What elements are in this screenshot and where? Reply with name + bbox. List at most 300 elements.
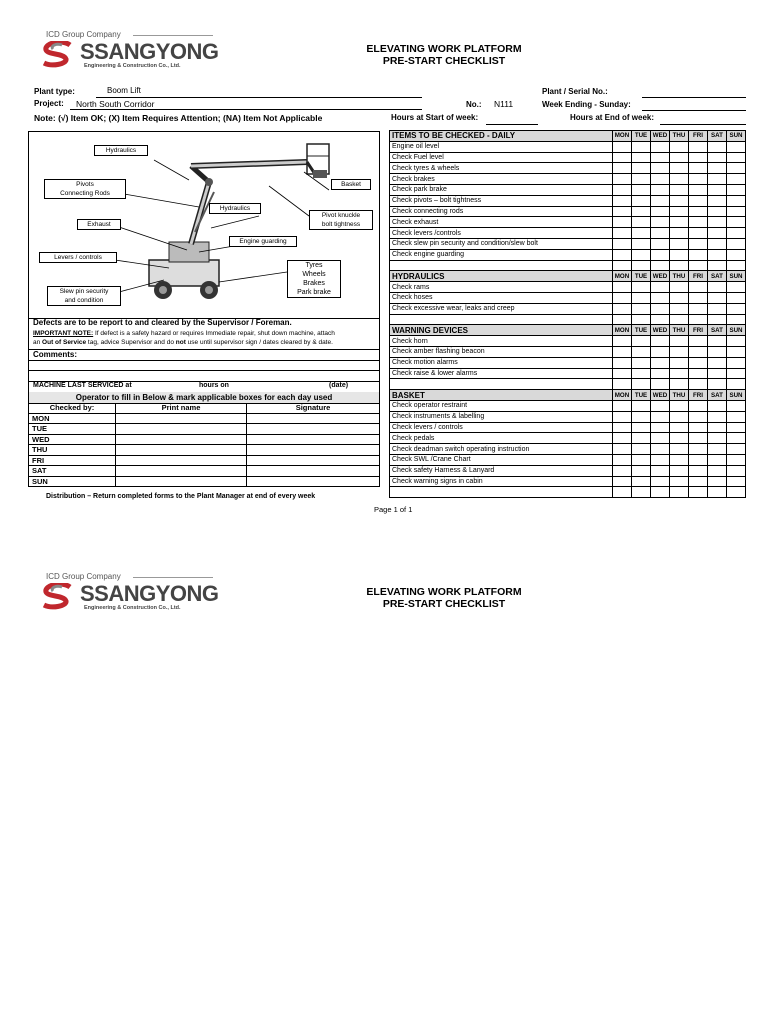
check-cell-fri[interactable] — [689, 217, 708, 228]
check-cell-mon[interactable] — [613, 184, 632, 195]
check-cell-wed[interactable] — [651, 336, 670, 347]
check-cell-tue[interactable] — [632, 400, 651, 411]
check-cell-sat[interactable] — [708, 282, 727, 293]
operator-row — [29, 466, 380, 477]
comments-label: Comments: — [33, 350, 78, 359]
check-cell-tue[interactable] — [632, 206, 651, 217]
page-title — [314, 43, 574, 67]
signature-cell[interactable] — [247, 434, 380, 445]
check-cell-thu[interactable] — [670, 368, 689, 379]
check-cell-sat[interactable] — [708, 411, 727, 422]
project-value: North South Corridor — [76, 99, 155, 109]
check-cell-wed[interactable] — [651, 249, 670, 260]
checklist-item: Check tyres & wheels — [390, 163, 613, 174]
check-cell-wed[interactable] — [651, 422, 670, 433]
check-cell-mon[interactable] — [613, 238, 632, 249]
blank-cell — [727, 379, 746, 390]
check-cell-mon[interactable] — [613, 152, 632, 163]
day-header-fri: FRI — [689, 271, 708, 282]
check-cell-tue[interactable] — [632, 141, 651, 152]
check-cell-thu[interactable] — [670, 217, 689, 228]
print-name-cell[interactable] — [116, 445, 247, 456]
serviced-hours-label: hours on — [199, 382, 229, 389]
check-cell-mon[interactable] — [613, 411, 632, 422]
check-cell-sun[interactable] — [727, 303, 746, 314]
blank-row — [390, 314, 746, 325]
operator-row — [29, 413, 380, 424]
hours-start-line — [486, 124, 538, 125]
plant-type-line — [96, 97, 422, 98]
check-cell-mon[interactable] — [613, 141, 632, 152]
company-logo-page-2 — [38, 572, 218, 616]
operator-table — [28, 403, 380, 487]
callout-hydraulics-upper: Hydraulics — [94, 145, 148, 156]
check-cell-fri[interactable] — [689, 174, 708, 185]
check-cell-sun[interactable] — [727, 476, 746, 487]
day-header-sun: SUN — [727, 271, 746, 282]
check-cell-mon[interactable] — [613, 174, 632, 185]
check-cell-sat[interactable] — [708, 249, 727, 260]
check-cell-sat[interactable] — [708, 184, 727, 195]
check-cell-thu[interactable] — [670, 444, 689, 455]
check-cell-wed[interactable] — [651, 163, 670, 174]
check-cell-fri[interactable] — [689, 422, 708, 433]
check-cell-fri[interactable] — [689, 433, 708, 444]
check-cell-mon[interactable] — [613, 336, 632, 347]
check-cell-sat[interactable] — [708, 346, 727, 357]
signature-cell[interactable] — [247, 413, 380, 424]
logo-name: SSANGYONG — [80, 39, 219, 64]
checklist-row — [390, 433, 746, 444]
check-cell-wed[interactable] — [651, 292, 670, 303]
blank-cell — [727, 487, 746, 498]
blank-cell — [670, 260, 689, 271]
check-cell-wed[interactable] — [651, 400, 670, 411]
check-cell-wed[interactable] — [651, 206, 670, 217]
check-cell-sun[interactable] — [727, 206, 746, 217]
print-name-cell[interactable] — [116, 455, 247, 466]
check-cell-tue[interactable] — [632, 238, 651, 249]
check-cell-tue[interactable] — [632, 303, 651, 314]
check-cell-sat[interactable] — [708, 292, 727, 303]
check-cell-sat[interactable] — [708, 357, 727, 368]
print-name-cell[interactable] — [116, 434, 247, 445]
check-cell-sun[interactable] — [727, 368, 746, 379]
day-header-sun: SUN — [727, 131, 746, 142]
check-cell-mon[interactable] — [613, 400, 632, 411]
blank-cell — [390, 260, 613, 271]
check-cell-thu[interactable] — [670, 184, 689, 195]
day-header-fri: FRI — [689, 390, 708, 401]
check-cell-wed[interactable] — [651, 217, 670, 228]
checklist-row — [390, 336, 746, 347]
check-cell-sat[interactable] — [708, 152, 727, 163]
check-cell-fri[interactable] — [689, 336, 708, 347]
check-cell-sun[interactable] — [727, 249, 746, 260]
check-cell-fri[interactable] — [689, 476, 708, 487]
blank-cell — [632, 260, 651, 271]
check-cell-thu[interactable] — [670, 476, 689, 487]
check-cell-fri[interactable] — [689, 141, 708, 152]
checklist-row — [390, 174, 746, 185]
check-cell-wed[interactable] — [651, 411, 670, 422]
checklist-item: Check warning signs in cabin — [390, 476, 613, 487]
check-cell-thu[interactable] — [670, 346, 689, 357]
check-cell-fri[interactable] — [689, 228, 708, 239]
check-cell-fri[interactable] — [689, 238, 708, 249]
check-cell-sun[interactable] — [727, 195, 746, 206]
check-cell-thu[interactable] — [670, 357, 689, 368]
check-cell-fri[interactable] — [689, 400, 708, 411]
day-header-fri: FRI — [689, 325, 708, 336]
check-cell-tue[interactable] — [632, 336, 651, 347]
check-cell-sun[interactable] — [727, 228, 746, 239]
check-cell-sun[interactable] — [727, 336, 746, 347]
day-header-tue: TUE — [632, 131, 651, 142]
checklist-item: Check horn — [390, 336, 613, 347]
signature-cell[interactable] — [247, 445, 380, 456]
check-cell-fri[interactable] — [689, 195, 708, 206]
check-cell-fri[interactable] — [689, 249, 708, 260]
day-header-sat: SAT — [708, 271, 727, 282]
check-cell-fri[interactable] — [689, 152, 708, 163]
check-cell-sat[interactable] — [708, 141, 727, 152]
logo-subtitle: Engineering & Construction Co., Ltd. — [84, 63, 181, 69]
check-cell-sun[interactable] — [727, 346, 746, 357]
print-name-header: Print name — [116, 403, 247, 413]
check-cell-tue[interactable] — [632, 195, 651, 206]
day-header-tue: TUE — [632, 271, 651, 282]
check-cell-mon[interactable] — [613, 465, 632, 476]
check-cell-fri[interactable] — [689, 206, 708, 217]
check-cell-mon[interactable] — [613, 217, 632, 228]
check-cell-sun[interactable] — [727, 292, 746, 303]
blank-cell — [708, 487, 727, 498]
important-label: IMPORTANT NOTE: — [33, 330, 94, 337]
signature-cell[interactable] — [247, 424, 380, 435]
check-cell-fri[interactable] — [689, 282, 708, 293]
check-cell-thu[interactable] — [670, 174, 689, 185]
check-cell-wed[interactable] — [651, 368, 670, 379]
project-label: Project: — [34, 99, 64, 108]
section-header — [390, 271, 746, 282]
hours-end-label: Hours at End of week: — [570, 113, 655, 122]
callout-tyres-wheels-brakes: Tyres Wheels Brakes Park brake — [287, 260, 341, 298]
checklist-row — [390, 292, 746, 303]
checklist-item: Check pivots – bolt tightness — [390, 195, 613, 206]
check-cell-mon[interactable] — [613, 422, 632, 433]
check-cell-sat[interactable] — [708, 336, 727, 347]
check-cell-sun[interactable] — [727, 357, 746, 368]
print-name-cell[interactable] — [116, 413, 247, 424]
checklist-item: Check deadman switch operating instruction — [390, 444, 613, 455]
check-cell-mon[interactable] — [613, 346, 632, 357]
day-header-mon: MON — [613, 390, 632, 401]
check-cell-tue[interactable] — [632, 422, 651, 433]
check-cell-fri[interactable] — [689, 368, 708, 379]
check-cell-thu[interactable] — [670, 228, 689, 239]
check-cell-thu[interactable] — [670, 411, 689, 422]
checklist-row — [390, 411, 746, 422]
check-cell-wed[interactable] — [651, 444, 670, 455]
check-cell-mon[interactable] — [613, 228, 632, 239]
check-cell-wed[interactable] — [651, 454, 670, 465]
check-cell-tue[interactable] — [632, 433, 651, 444]
check-cell-thu[interactable] — [670, 422, 689, 433]
check-cell-wed[interactable] — [651, 303, 670, 314]
check-cell-tue[interactable] — [632, 174, 651, 185]
check-cell-sat[interactable] — [708, 465, 727, 476]
check-cell-sat[interactable] — [708, 228, 727, 239]
check-cell-thu[interactable] — [670, 303, 689, 314]
check-cell-thu[interactable] — [670, 292, 689, 303]
check-cell-mon[interactable] — [613, 292, 632, 303]
checklist-row — [390, 357, 746, 368]
check-cell-tue[interactable] — [632, 217, 651, 228]
hours-end-line — [660, 124, 746, 125]
blank-cell — [390, 487, 613, 498]
check-cell-thu[interactable] — [670, 249, 689, 260]
blank-cell — [613, 379, 632, 390]
check-cell-sat[interactable] — [708, 476, 727, 487]
day-header-wed: WED — [651, 271, 670, 282]
blank-cell — [613, 260, 632, 271]
checklist-row — [390, 206, 746, 217]
plant-type-value: Boom Lift — [107, 86, 141, 95]
signature-cell[interactable] — [247, 455, 380, 466]
check-cell-mon[interactable] — [613, 368, 632, 379]
check-cell-mon[interactable] — [613, 357, 632, 368]
check-cell-thu[interactable] — [670, 238, 689, 249]
section-header — [390, 390, 746, 401]
check-cell-thu[interactable] — [670, 454, 689, 465]
check-cell-fri[interactable] — [689, 357, 708, 368]
check-cell-sat[interactable] — [708, 206, 727, 217]
out-of-service-text: Out of Service — [42, 339, 87, 346]
checklist-row — [390, 400, 746, 411]
checklist-item: Check excessive wear, leaks and creep — [390, 303, 613, 314]
check-cell-sat[interactable] — [708, 433, 727, 444]
title-line-1-2: ELEVATING WORK PLATFORM — [366, 586, 522, 598]
check-cell-thu[interactable] — [670, 206, 689, 217]
check-cell-sun[interactable] — [727, 422, 746, 433]
check-cell-fri[interactable] — [689, 184, 708, 195]
checklist-item: Check amber flashing beacon — [390, 346, 613, 357]
check-cell-sat[interactable] — [708, 454, 727, 465]
checklist-item: Check slew pin security and condition/slew bolt — [390, 238, 613, 249]
title-line-2: PRE-START CHECKLIST — [382, 55, 506, 67]
check-cell-thu[interactable] — [670, 465, 689, 476]
check-cell-wed[interactable] — [651, 184, 670, 195]
check-cell-thu[interactable] — [670, 282, 689, 293]
check-cell-wed[interactable] — [651, 465, 670, 476]
day-header-sat: SAT — [708, 131, 727, 142]
checklist-item: Check brakes — [390, 174, 613, 185]
check-cell-tue[interactable] — [632, 465, 651, 476]
check-cell-tue[interactable] — [632, 152, 651, 163]
blank-cell — [708, 314, 727, 325]
check-cell-mon[interactable] — [613, 206, 632, 217]
check-cell-sat[interactable] — [708, 303, 727, 314]
check-cell-thu[interactable] — [670, 336, 689, 347]
checklist-item: Check levers / controls — [390, 422, 613, 433]
check-cell-fri[interactable] — [689, 411, 708, 422]
check-cell-wed[interactable] — [651, 282, 670, 293]
check-cell-mon[interactable] — [613, 444, 632, 455]
check-cell-sat[interactable] — [708, 422, 727, 433]
signature-header: Signature — [247, 403, 380, 413]
check-cell-wed[interactable] — [651, 238, 670, 249]
check-cell-fri[interactable] — [689, 292, 708, 303]
check-cell-mon[interactable] — [613, 249, 632, 260]
check-cell-fri[interactable] — [689, 444, 708, 455]
comments-area[interactable] — [28, 349, 380, 382]
check-cell-sun[interactable] — [727, 174, 746, 185]
signature-cell[interactable] — [247, 476, 380, 487]
check-cell-mon[interactable] — [613, 454, 632, 465]
checklist-row — [390, 346, 746, 357]
print-name-cell[interactable] — [116, 466, 247, 477]
check-cell-mon[interactable] — [613, 163, 632, 174]
signature-cell[interactable] — [247, 466, 380, 477]
check-cell-sun[interactable] — [727, 152, 746, 163]
logo-group-text: ICD Group Company — [46, 30, 121, 39]
check-cell-tue[interactable] — [632, 476, 651, 487]
check-cell-wed[interactable] — [651, 476, 670, 487]
check-cell-sun[interactable] — [727, 217, 746, 228]
operator-day-label: THU — [29, 445, 116, 456]
project-line — [70, 109, 422, 110]
check-cell-thu[interactable] — [670, 163, 689, 174]
blank-row — [390, 487, 746, 498]
check-cell-wed[interactable] — [651, 195, 670, 206]
check-cell-tue[interactable] — [632, 163, 651, 174]
check-cell-wed[interactable] — [651, 141, 670, 152]
check-cell-thu[interactable] — [670, 400, 689, 411]
check-cell-sun[interactable] — [727, 433, 746, 444]
check-cell-thu[interactable] — [670, 152, 689, 163]
check-cell-sun[interactable] — [727, 454, 746, 465]
blank-cell — [670, 314, 689, 325]
important-note — [29, 328, 379, 348]
check-cell-sun[interactable] — [727, 163, 746, 174]
check-cell-wed[interactable] — [651, 433, 670, 444]
check-cell-tue[interactable] — [632, 292, 651, 303]
check-cell-wed[interactable] — [651, 174, 670, 185]
check-cell-mon[interactable] — [613, 433, 632, 444]
checklist-row — [390, 228, 746, 239]
check-cell-thu[interactable] — [670, 195, 689, 206]
print-name-cell[interactable] — [116, 424, 247, 435]
check-cell-sat[interactable] — [708, 368, 727, 379]
check-cell-sun[interactable] — [727, 141, 746, 152]
logo-line — [133, 35, 213, 36]
day-header-thu: THU — [670, 271, 689, 282]
operator-day-label: FRI — [29, 455, 116, 466]
check-cell-tue[interactable] — [632, 444, 651, 455]
check-cell-sat[interactable] — [708, 195, 727, 206]
important-text-2b: tag, advice Supervisor and do — [86, 339, 176, 346]
check-cell-sat[interactable] — [708, 217, 727, 228]
check-cell-tue[interactable] — [632, 282, 651, 293]
day-header-tue: TUE — [632, 325, 651, 336]
check-cell-tue[interactable] — [632, 368, 651, 379]
blank-cell — [390, 314, 613, 325]
blank-cell — [632, 487, 651, 498]
section-title: HYDRAULICS — [390, 271, 613, 282]
serviced-at-label: MACHINE LAST SERVICED at — [33, 382, 132, 389]
check-cell-sat[interactable] — [708, 238, 727, 249]
check-cell-sat[interactable] — [708, 174, 727, 185]
distribution-note: Distribution – Return completed forms to the Plant Manager at end of every week — [46, 493, 316, 500]
check-cell-tue[interactable] — [632, 249, 651, 260]
defects-heading: Defects are to be report to and cleared by the Supervisor / Foreman. — [33, 318, 292, 327]
check-cell-sun[interactable] — [727, 411, 746, 422]
check-cell-wed[interactable] — [651, 357, 670, 368]
check-cell-tue[interactable] — [632, 346, 651, 357]
check-cell-tue[interactable] — [632, 357, 651, 368]
check-cell-sat[interactable] — [708, 400, 727, 411]
check-cell-sat[interactable] — [708, 444, 727, 455]
check-cell-tue[interactable] — [632, 411, 651, 422]
check-cell-wed[interactable] — [651, 346, 670, 357]
important-text-1: If defect is a safety hazard or requires Immediate repair, shut down machine, attach — [93, 330, 335, 337]
check-cell-mon[interactable] — [613, 476, 632, 487]
checklist-item: Check pedals — [390, 433, 613, 444]
check-cell-fri[interactable] — [689, 454, 708, 465]
check-cell-thu[interactable] — [670, 141, 689, 152]
checklist-item: Check motion alarms — [390, 357, 613, 368]
blank-cell — [727, 314, 746, 325]
blank-cell — [613, 314, 632, 325]
comments-line-1 — [29, 360, 379, 361]
check-cell-sun[interactable] — [727, 444, 746, 455]
check-cell-sun[interactable] — [727, 238, 746, 249]
blank-cell — [651, 260, 670, 271]
check-cell-tue[interactable] — [632, 228, 651, 239]
check-cell-tue[interactable] — [632, 184, 651, 195]
operator-row — [29, 476, 380, 487]
blank-cell — [689, 487, 708, 498]
check-cell-fri[interactable] — [689, 303, 708, 314]
checklist-item: Check engine guarding — [390, 249, 613, 260]
check-cell-wed[interactable] — [651, 228, 670, 239]
day-header-sat: SAT — [708, 390, 727, 401]
check-cell-sun[interactable] — [727, 184, 746, 195]
check-cell-wed[interactable] — [651, 152, 670, 163]
check-cell-sun[interactable] — [727, 465, 746, 476]
check-cell-fri[interactable] — [689, 346, 708, 357]
check-cell-mon[interactable] — [613, 303, 632, 314]
checklist-item: Check safety Harness & Lanyard — [390, 465, 613, 476]
page-number: Page 1 of 1 — [374, 505, 413, 514]
print-name-cell[interactable] — [116, 476, 247, 487]
section-title: WARNING DEVICES — [390, 325, 613, 336]
check-cell-fri[interactable] — [689, 163, 708, 174]
checked-by-header: Checked by: — [29, 403, 116, 413]
check-cell-sat[interactable] — [708, 163, 727, 174]
check-cell-thu[interactable] — [670, 433, 689, 444]
section-header — [390, 131, 746, 142]
check-cell-mon[interactable] — [613, 282, 632, 293]
check-cell-sun[interactable] — [727, 282, 746, 293]
check-cell-tue[interactable] — [632, 454, 651, 465]
check-cell-mon[interactable] — [613, 195, 632, 206]
checklist-item: Check park brake — [390, 184, 613, 195]
check-cell-sun[interactable] — [727, 400, 746, 411]
no-value: N111 — [494, 99, 514, 109]
check-cell-fri[interactable] — [689, 465, 708, 476]
